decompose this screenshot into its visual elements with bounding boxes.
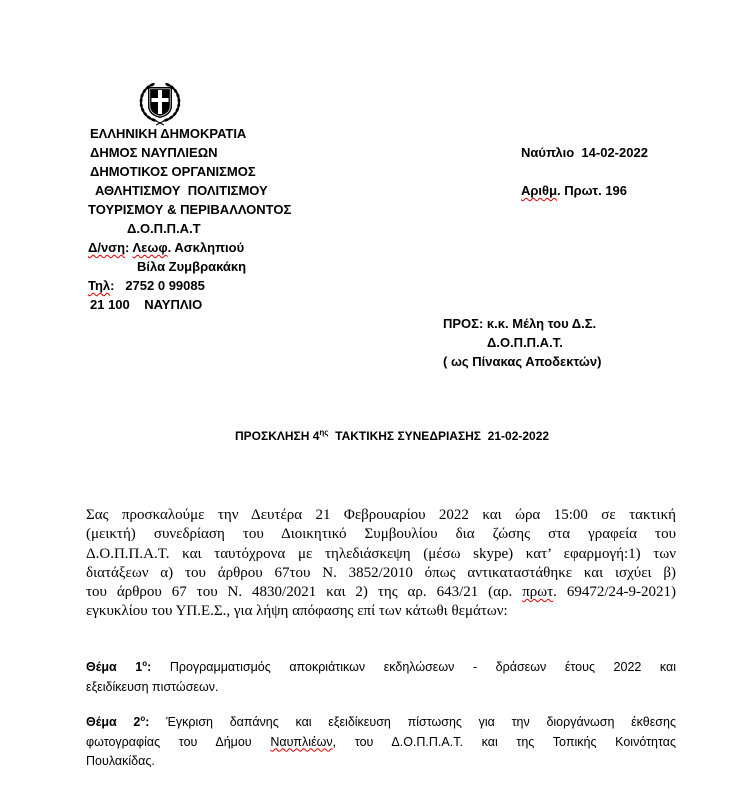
paragraph-text: . 69472/24-9-2021)	[553, 584, 676, 601]
sender-organization-line3-text: ΤΟΥΡΙΣΜΟΥ & ΠΕΡΙΒΑΛΛΟΝΤΟΣ	[88, 202, 292, 217]
sender-country-text: ΕΛΛΗΝΙΚΗ ΔΗΜΟΚΡΑΤΙΑ	[90, 126, 247, 141]
greek-coat-of-arms-icon	[137, 77, 183, 127]
sender-organization-line3	[88, 200, 291, 219]
sender-acronym	[127, 219, 201, 238]
paragraph-text-flagged: πρωτ	[522, 584, 554, 601]
paragraph-text: του άρθρου 67 του Ν. 4830/2021 και 2) της αρ. 643/21 (αρ.	[86, 584, 523, 601]
title-rest: ΤΑΚΤΙΚΗΣ ΣΥΝΕΔΡΙΑΣΗΣ 21-02-2022	[328, 429, 550, 443]
protocol-rest: . Πρωτ. 196	[557, 183, 628, 198]
agenda-text: Πουλακίδας.	[86, 754, 155, 768]
agenda-ordinal-suffix: ο	[140, 714, 146, 723]
agenda-colon: :	[147, 660, 170, 674]
agenda-text: εξειδίκευση πιστώσεων.	[86, 679, 219, 694]
sender-postal	[90, 295, 202, 314]
protocol-label: Αριθμ	[521, 183, 558, 198]
agenda-item-1	[86, 658, 676, 697]
sender-municipality-text: ΔΗΜΟΣ ΝΑΥΠΛΙΕΩΝ	[90, 145, 218, 160]
recipients-line1-text: ΠΡΟΣ: κ.κ. Μέλη του Δ.Σ.	[443, 316, 597, 331]
agenda-text: φωτογραφίας του Δήμου	[86, 734, 271, 749]
place-date-text: Ναύπλιο 14-02-2022	[521, 145, 648, 160]
agenda-line	[86, 678, 676, 698]
recipients-line3	[443, 352, 601, 371]
paragraph-line	[86, 602, 676, 621]
recipients-line3-text: ( ως Πίνακας Αποδεκτών)	[443, 354, 602, 369]
phone-label: Τηλ	[88, 278, 111, 293]
sender-organization-line1	[90, 162, 256, 181]
recipients-line2	[487, 333, 563, 352]
paragraph-text: (μεικτή) συνεδρίαση του Διοικητικό Συμβουλίου δια ζώσης στα γραφεία του	[86, 526, 676, 543]
agenda-text: Έγκριση δαπάνης και εξειδίκευση πίστωσης για την διοργάνωση έκθεσης	[166, 715, 676, 729]
sender-address	[88, 238, 244, 257]
paragraph-line	[86, 545, 676, 564]
sender-organization-line1-text: ΔΗΜΟΤΙΚΟΣ ΟΡΓΑΝΙΣΜΟΣ	[90, 164, 256, 179]
agenda-line	[86, 752, 676, 772]
sender-organization-line2	[95, 181, 268, 200]
agenda-line	[86, 733, 676, 753]
title-ordinal-suffix: ης	[319, 428, 329, 437]
protocol-number	[521, 181, 627, 200]
paragraph-line	[86, 583, 676, 602]
agenda-label: Θέμα 2	[86, 715, 141, 729]
paragraph-line	[86, 564, 676, 583]
agenda-line	[86, 658, 676, 678]
recipients-line2-text: Δ.Ο.Π.Π.Α.Τ.	[487, 335, 563, 350]
paragraph-line	[86, 506, 676, 525]
sender-postal-text: 21 100 ΝΑΥΠΛΙΟ	[90, 297, 203, 312]
address-separator: :	[125, 240, 133, 255]
sender-country	[90, 124, 246, 143]
title-prefix: ΠΡΟΣΚΛΗΣΗ 4	[235, 429, 320, 443]
paragraph-line	[86, 525, 676, 544]
phone-number: : 2752 0 99085	[110, 278, 205, 293]
sender-organization-line2-text: ΑΘΛΗΤΙΣΜΟΥ ΠΟΛΙΤΙΣΜΟΥ	[95, 183, 268, 198]
sender-acronym-text: Δ.Ο.Π.Π.Α.Τ	[127, 221, 201, 236]
agenda-text: Προγραμματισμός αποκριάτικων εκδηλώσεων - δράσεων έτους 2022 και	[169, 660, 677, 674]
agenda-text-flagged: Ναυπλιέων	[270, 734, 333, 749]
agenda-item-2	[86, 713, 676, 772]
sender-building-text: Βίλα Ζυμβρακάκη	[137, 259, 247, 274]
recipients-line1	[443, 314, 596, 333]
agenda-ordinal-suffix: ο	[142, 659, 148, 668]
agenda-label: Θέμα 1	[86, 660, 143, 674]
sender-municipality	[90, 143, 218, 162]
sender-building	[137, 257, 246, 276]
address-label: Δ/νση	[88, 240, 126, 255]
paragraph-text: Σας προσκαλούμε την Δευτέρα 21 Φεβρουαρίου 2022 και ώρα 15:00 σε τακτική	[86, 507, 676, 523]
agenda-colon: :	[145, 715, 167, 729]
document-title	[235, 427, 549, 446]
agenda-text: , του Δ.Ο.Π.Π.Α.Τ. και της Τοπικής Κοινότητας	[332, 734, 676, 749]
paragraph-text: Δ.Ο.Π.Π.Α.Τ. και ταυτόχρονα με τηλεδιάσκεψη (μέσω skype) κατ’ εφαρμογή:1) των	[86, 545, 676, 562]
agenda-line	[86, 713, 676, 733]
place-date	[521, 143, 648, 162]
invitation-paragraph	[86, 506, 676, 622]
sender-phone	[88, 276, 205, 295]
address-street-abbr: Λεωφ	[132, 240, 168, 255]
address-street: . Ασκληπιού	[167, 240, 245, 255]
paragraph-text: διατάξεων α) του άρθρου 67του Ν. 3852/2010 όπως αντικαταστάθηκε και ισχύει β)	[86, 564, 676, 581]
paragraph-text: εγκυκλίου του ΥΠ.Ε.Σ., για λήψη απόφασης επί των κάτωθι θεμάτων:	[86, 603, 508, 620]
